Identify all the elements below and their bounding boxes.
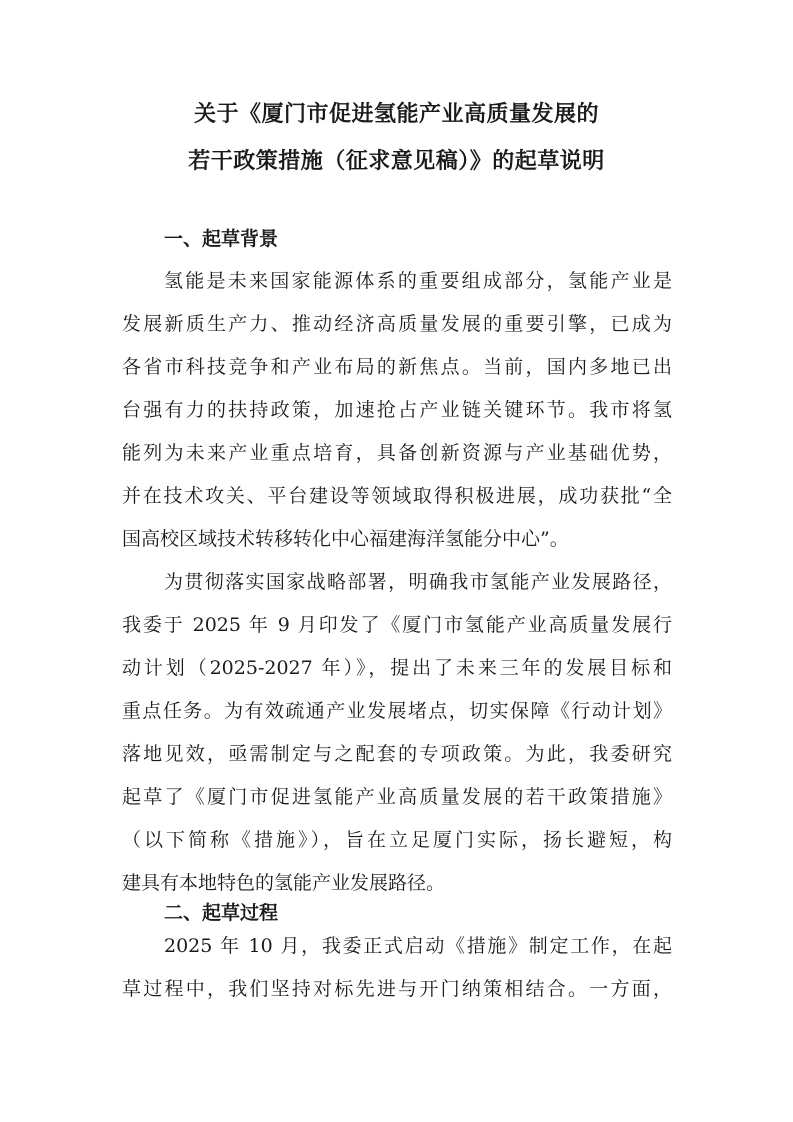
paragraph-line: 并在技术攻关、平台建设等领域取得积极进展，成功获批“全 (122, 485, 672, 507)
section-heading-process: 二、起草过程 (164, 902, 279, 924)
document-title-line-1: 关于《厦门市促进氢能产业高质量发展的 (193, 102, 599, 127)
paragraph-line: 建具有本地特色的氢能产业发展路径。 (122, 872, 446, 894)
paragraph-line: 我委于 2025 年 9 月印发了《厦门市氢能产业高质量发展行 (122, 614, 672, 636)
paragraph-line: 落地见效，亟需制定与之配套的专项政策。为此，我委研究 (122, 743, 672, 765)
section-heading-background: 一、起草背景 (164, 228, 279, 250)
paragraph-line: 2025 年 10 月，我委正式启动《措施》制定工作，在起 (164, 935, 672, 957)
paragraph-line: 为贯彻落实国家战略部署，明确我市氢能产业发展路径， (164, 571, 672, 593)
paragraph-line: 发展新质生产力、推动经济高质量发展的重要引擎，已成为 (122, 313, 672, 335)
paragraph-line: 动计划（2025-2027 年）》，提出了未来三年的发展目标和 (122, 657, 672, 679)
document-title-line-2: 若干政策措施（征求意见稿）》的起草说明 (188, 149, 605, 174)
paragraph-line: 台强有力的扶持政策，加速抢占产业链关键环节。我市将氢 (122, 399, 672, 421)
paragraph-line: 能列为未来产业重点培育，具备创新资源与产业基础优势， (122, 442, 672, 464)
paragraph-line: 草过程中，我们坚持对标先进与开门纳策相结合。一方面， (122, 978, 672, 1000)
paragraph-line: 氢能是未来国家能源体系的重要组成部分，氢能产业是 (164, 270, 672, 292)
paragraph-line: 起草了《厦门市促进氢能产业高质量发展的若干政策措施》 (122, 786, 672, 808)
paragraph-line: 重点任务。为有效疏通产业发展堵点，切实保障《行动计划》 (122, 700, 672, 722)
paragraph-line: （以下简称《措施》），旨在立足厦门实际，扬长避短，构 (122, 829, 672, 851)
paragraph-line: 国高校区域技术转移转化中心福建海洋氢能分中心”。 (122, 528, 569, 550)
paragraph-line: 各省市科技竞争和产业布局的新焦点。当前，国内多地已出 (122, 356, 672, 378)
